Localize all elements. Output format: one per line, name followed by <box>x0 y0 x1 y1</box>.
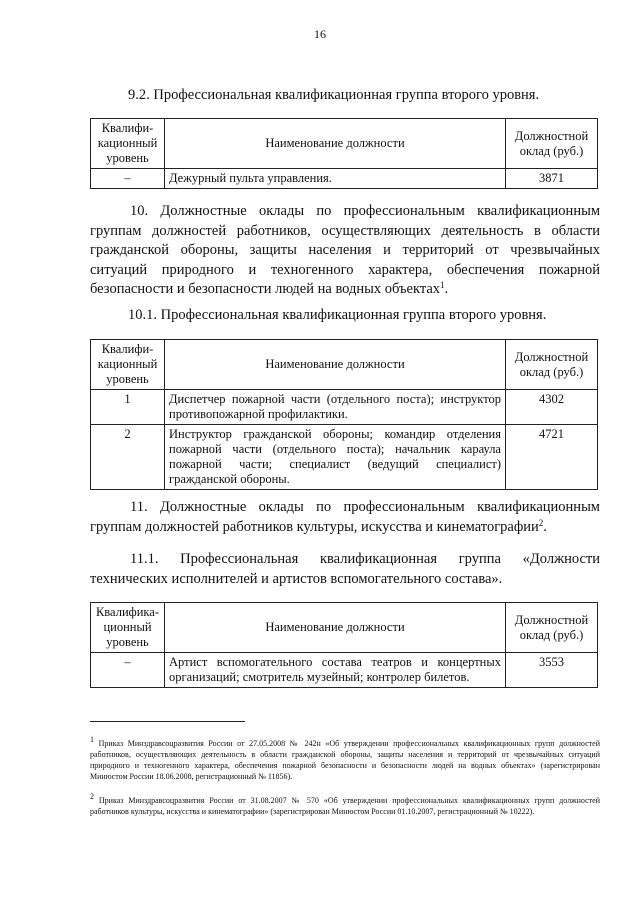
header-position: Наименование должности <box>165 119 506 169</box>
cell-level: – <box>91 653 165 688</box>
header-salary: Должностной оклад (руб.) <box>506 603 598 653</box>
footnote-text: Приказ Минздравсоцразвития России от 27.05.2008 № 242н «Об утверждении профессиональных квалификационных групп должностей работников, осуществляющих деятельность в области гражданской обороны, защиты населения и территорий от чрезвычайных ситуаций природного и техногенного характера, обеспечения пожарной безопасности и безопасности людей на водных объектах» (зарегистрирован Минюстом России 18.06.2008, регистрационный № 11856). <box>90 739 600 781</box>
table-header-row <box>91 340 598 390</box>
section-11-1-heading <box>90 550 600 589</box>
table-header-row <box>91 119 598 169</box>
table-row <box>91 653 598 688</box>
footnote-text: Приказ Минздравсоцразвития России от 31.08.2007 № 570 «Об утверждении профессиональных квалификационных групп должностей работников культуры, искусства и кинематографии» (зарегистрирован Минюстом России 01.10.2007, регистрационный № 10222). <box>90 796 601 816</box>
table-row <box>91 425 598 490</box>
header-level: Квалифика- ционный уровень <box>91 603 165 653</box>
page-number: 16 <box>314 27 326 41</box>
cell-position: Инструктор гражданской обороны; командир отделения пожарной части (отдельного поста); начальник караула пожарной части; специалист (ведущий специалист) гражданской обороны. <box>165 425 506 490</box>
footnote-mark: 1 <box>90 735 94 744</box>
footnote-2 <box>90 792 601 817</box>
table-header-row <box>91 603 598 653</box>
cell-salary: 4302 <box>506 390 598 425</box>
section-10-paragraph: 10. Должностные оклады по профессиональным квалификационным группам должностей работников, осуществляющих деятельность в области гражданской обороны, защиты населения и территорий от чрезвычайных ситуаций природного и техногенного характера, обеспечения пожарной безопасности и безопасности людей на водных объектах$^1$. <box>90 203 600 297</box>
cell-salary: 3871 <box>506 169 598 189</box>
section-10-1-heading: 10.1. Профессиональная квалификационная группа второго уровня. <box>128 307 547 323</box>
cell-position: Диспетчер пожарной части (отдельного поста); инструктор противопожарной профилактики. <box>165 390 506 425</box>
cell-salary: 3553 <box>506 653 598 688</box>
cell-level: – <box>91 169 165 189</box>
table-row <box>91 390 598 425</box>
table-9-2 <box>90 118 598 189</box>
section-11-paragraph: 11. Должностные оклады по профессиональным квалификационным группам должностей работников культуры, искусства и кинематографии$^2$. <box>90 499 600 535</box>
footnote-divider <box>90 721 245 722</box>
cell-level: 1 <box>91 390 165 425</box>
footnote-ref-1: 1 <box>440 280 445 290</box>
header-level: Квалифи- кационный уровень <box>91 340 165 390</box>
section-9-2-heading: 9.2. Профессиональная квалификационная группа второго уровня. <box>128 87 540 103</box>
header-level: Квалифи- кационный уровень <box>91 119 165 169</box>
section-10-text: 10. Должностные оклады по профессиональным квалификационным группам должностей работников, осуществляющих деятельность в области гражданской обороны, защиты населения и территорий от чрезвычайных ситуаций природного и техногенного характера, обеспечения пожарной безопасности и безопасности людей на водных объектах <box>90 203 600 297</box>
header-position: Наименование должности <box>165 603 506 653</box>
cell-salary: 4721 <box>506 425 598 490</box>
header-salary: Должностной оклад (руб.) <box>506 340 598 390</box>
section-11-text: 11. Должностные оклады по профессиональным квалификационным группам должностей работников культуры, искусства и кинематографии <box>90 499 600 535</box>
table-row <box>91 169 598 189</box>
section-11-1-heading-text: 11.1. Профессиональная квалификационная группа «Должности технических исполнителей и артистов вспомогательного состава». <box>90 551 600 587</box>
cell-level: 2 <box>91 425 165 490</box>
footnote-mark: 2 <box>90 792 94 801</box>
header-position: Наименование должности <box>165 340 506 390</box>
header-salary: Должностной оклад (руб.) <box>506 119 598 169</box>
footnote-ref-2: 2 <box>538 517 544 528</box>
cell-position: Артист вспомогательного состава театров и концертных организаций; смотритель музейный; контролер билетов. <box>165 653 506 688</box>
table-10-1 <box>90 339 598 490</box>
table-11-1 <box>90 602 598 688</box>
cell-position: Дежурный пульта управления. <box>165 169 506 189</box>
footnote-1 <box>90 735 600 782</box>
